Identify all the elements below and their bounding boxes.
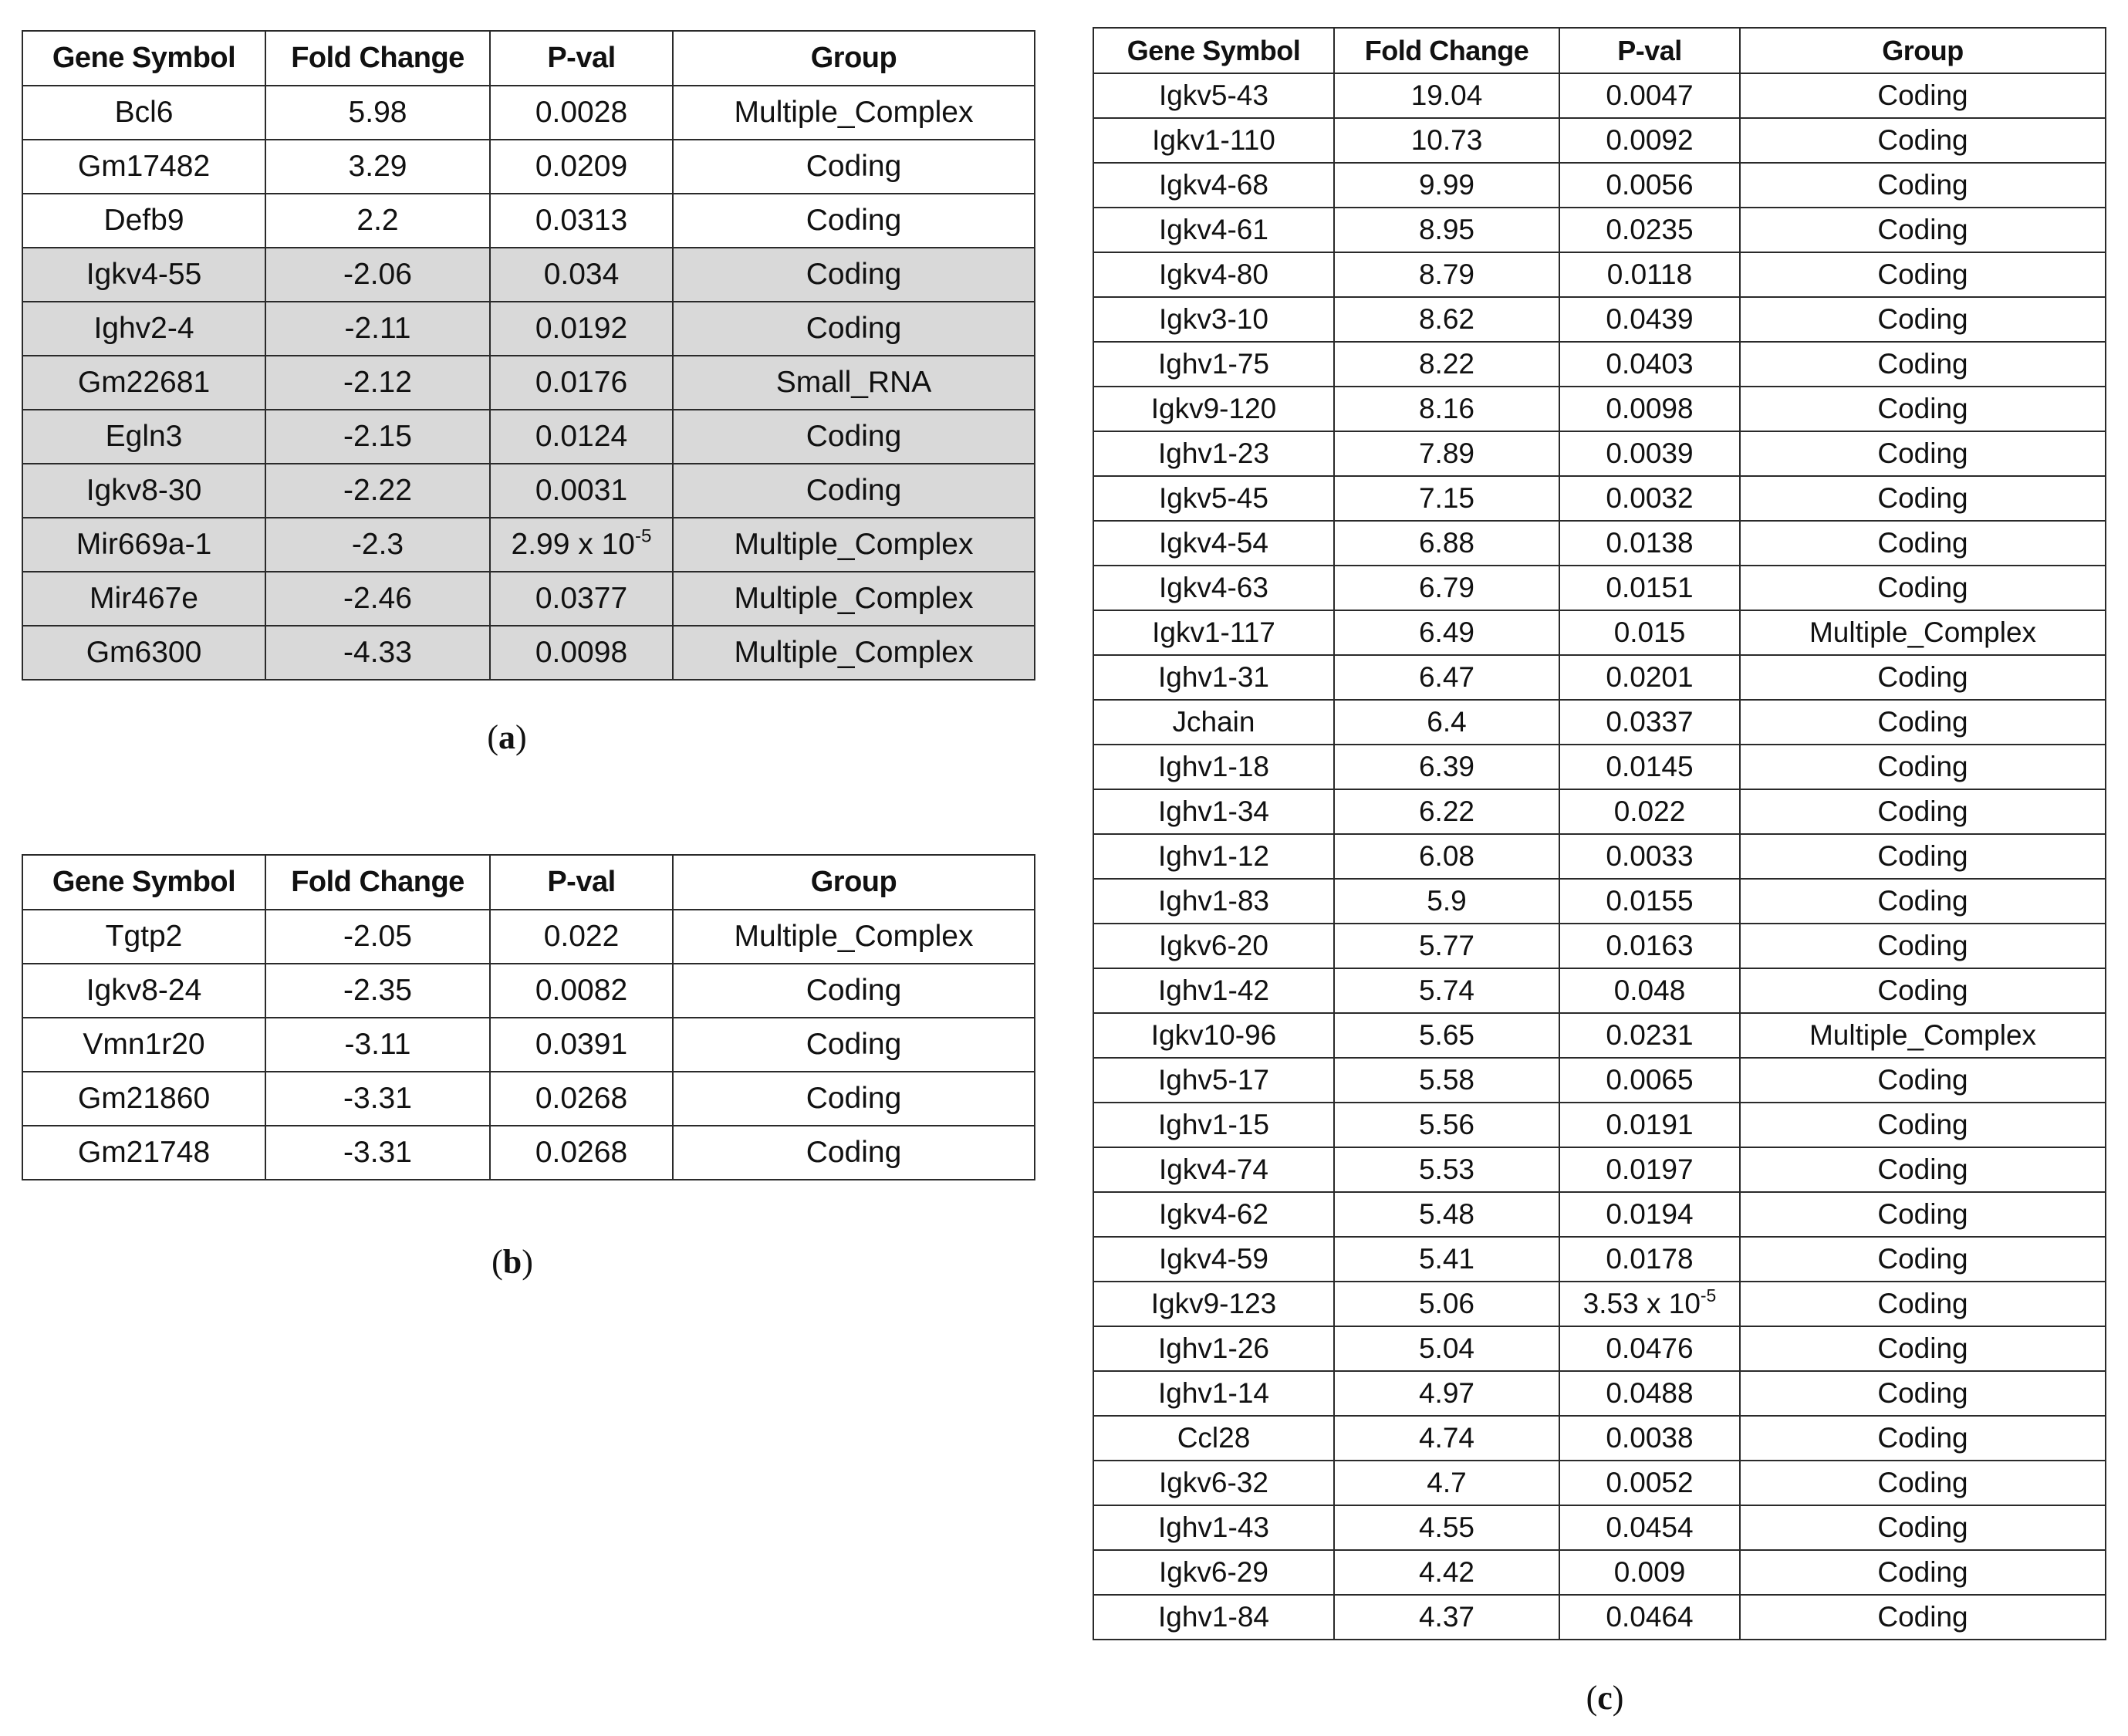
p-val-exponent: -5	[1700, 1285, 1717, 1306]
cell-p-val: 0.0268	[490, 1126, 673, 1180]
cell-fold-change: 4.42	[1334, 1550, 1559, 1595]
cell-gene-symbol: Igkv6-20	[1093, 924, 1334, 968]
cell-gene-symbol: Defb9	[22, 194, 265, 248]
cell-gene-symbol: Gm22681	[22, 356, 265, 410]
cell-fold-change: 5.41	[1334, 1237, 1559, 1282]
cell-group: Multiple_Complex	[673, 910, 1035, 964]
table-row	[22, 1072, 1035, 1126]
header-group: Group	[673, 855, 1035, 910]
cell-fold-change: 5.53	[1334, 1147, 1559, 1192]
header-p-val: P-val	[490, 31, 673, 86]
cell-fold-change: 5.04	[1334, 1326, 1559, 1371]
cell-gene-symbol: Ighv1-14	[1093, 1371, 1334, 1416]
cell-gene-symbol: Gm21860	[22, 1072, 265, 1126]
cell-p-val: 0.0476	[1559, 1326, 1740, 1371]
table-row	[22, 194, 1035, 248]
header-gene-symbol: Gene Symbol	[22, 855, 265, 910]
cell-group: Coding	[1740, 879, 2106, 924]
cell-fold-change: -3.31	[265, 1126, 490, 1180]
cell-fold-change: 8.79	[1334, 252, 1559, 297]
cell-group: Multiple_Complex	[673, 518, 1035, 572]
panel-label-b: (b)	[491, 1243, 533, 1281]
cell-fold-change: 5.56	[1334, 1103, 1559, 1147]
cell-fold-change: 6.22	[1334, 789, 1559, 834]
cell-p-val: 0.0151	[1559, 566, 1740, 610]
table-row	[1093, 1416, 2106, 1461]
table-row	[1093, 1326, 2106, 1371]
cell-gene-symbol: Igkv6-29	[1093, 1550, 1334, 1595]
cell-p-val: 0.0028	[490, 86, 673, 140]
table-row	[1093, 163, 2106, 208]
cell-group: Coding	[1740, 924, 2106, 968]
panel-label-a-text: a	[498, 718, 515, 756]
cell-p-val: 0.0192	[490, 302, 673, 356]
cell-group: Multiple_Complex	[673, 572, 1035, 626]
cell-p-val: 0.015	[1559, 610, 1740, 655]
cell-group: Coding	[673, 964, 1035, 1018]
cell-fold-change: 5.98	[265, 86, 490, 140]
header-fold-change: Fold Change	[265, 855, 490, 910]
panel-label-c-text: c	[1597, 1679, 1613, 1717]
table-row	[1093, 1237, 2106, 1282]
cell-p-val: 0.0039	[1559, 431, 1740, 476]
cell-gene-symbol: Ighv1-34	[1093, 789, 1334, 834]
cell-fold-change: 8.95	[1334, 208, 1559, 252]
table-c	[1093, 27, 2106, 1640]
cell-p-val: 2.99 x $10^{-5}$	[490, 518, 673, 572]
cell-gene-symbol: Igkv5-45	[1093, 476, 1334, 521]
cell-p-val: 0.0098	[490, 626, 673, 680]
cell-p-val: 0.022	[490, 910, 673, 964]
cell-gene-symbol: Igkv4-59	[1093, 1237, 1334, 1282]
table-row	[1093, 879, 2106, 924]
table-row	[22, 964, 1035, 1018]
cell-gene-symbol: Igkv4-74	[1093, 1147, 1334, 1192]
cell-p-val: 0.048	[1559, 968, 1740, 1013]
cell-gene-symbol: Ighv1-12	[1093, 834, 1334, 879]
panel-label-c: (c)	[1586, 1679, 1624, 1717]
table-row	[22, 518, 1035, 572]
table-b-body	[22, 910, 1035, 1180]
header-group: Group	[1740, 28, 2106, 73]
cell-gene-symbol: Igkv1-117	[1093, 610, 1334, 655]
cell-fold-change: 8.16	[1334, 387, 1559, 431]
table-a-header	[22, 31, 1035, 86]
cell-p-val: 0.0231	[1559, 1013, 1740, 1058]
cell-p-val: 0.022	[1559, 789, 1740, 834]
cell-group: Coding	[1740, 1103, 2106, 1147]
table-row	[1093, 118, 2106, 163]
table-row	[1093, 342, 2106, 387]
cell-fold-change: 5.65	[1334, 1013, 1559, 1058]
cell-group: Coding	[1740, 1058, 2106, 1103]
p-val-exponent: -5	[634, 525, 652, 547]
table-row	[1093, 521, 2106, 566]
cell-group: Coding	[1740, 1192, 2106, 1237]
cell-p-val: 0.0065	[1559, 1058, 1740, 1103]
cell-group: Coding	[1740, 431, 2106, 476]
cell-group: Coding	[1740, 566, 2106, 610]
table-a	[22, 30, 1035, 681]
cell-group: Coding	[1740, 521, 2106, 566]
cell-group: Coding	[1740, 655, 2106, 700]
table-row	[1093, 700, 2106, 745]
cell-gene-symbol: Ighv1-43	[1093, 1505, 1334, 1550]
cell-fold-change: 8.62	[1334, 297, 1559, 342]
cell-group: Coding	[1740, 297, 2106, 342]
cell-gene-symbol: Ighv1-83	[1093, 879, 1334, 924]
cell-group: Multiple_Complex	[673, 86, 1035, 140]
cell-group: Coding	[1740, 476, 2106, 521]
cell-gene-symbol: Igkv8-24	[22, 964, 265, 1018]
cell-gene-symbol: Igkv4-61	[1093, 208, 1334, 252]
cell-p-val: 0.0124	[490, 410, 673, 464]
cell-p-val: 0.0454	[1559, 1505, 1740, 1550]
cell-fold-change: 6.88	[1334, 521, 1559, 566]
cell-p-val: 0.0337	[1559, 700, 1740, 745]
cell-gene-symbol: Ighv1-18	[1093, 745, 1334, 789]
cell-group: Coding	[1740, 1595, 2106, 1640]
cell-p-val: 0.0118	[1559, 252, 1740, 297]
cell-group: Coding	[1740, 968, 2106, 1013]
cell-gene-symbol: Gm6300	[22, 626, 265, 680]
table-row	[1093, 387, 2106, 431]
table-row	[22, 410, 1035, 464]
table-a-body	[22, 86, 1035, 680]
table-row	[22, 464, 1035, 518]
table-row	[22, 248, 1035, 302]
cell-fold-change: 4.7	[1334, 1461, 1559, 1505]
table-row	[1093, 1058, 2106, 1103]
cell-group: Coding	[1740, 118, 2106, 163]
cell-fold-change: 5.9	[1334, 879, 1559, 924]
cell-p-val: 0.0464	[1559, 1595, 1740, 1640]
cell-group: Coding	[1740, 208, 2106, 252]
cell-gene-symbol: Bcl6	[22, 86, 265, 140]
cell-fold-change: -4.33	[265, 626, 490, 680]
cell-group: Coding	[1740, 163, 2106, 208]
table-row	[1093, 968, 2106, 1013]
cell-fold-change: 19.04	[1334, 73, 1559, 118]
header-p-val: P-val	[490, 855, 673, 910]
table-row	[1093, 1550, 2106, 1595]
cell-group: Coding	[673, 1018, 1035, 1072]
header-p-val: P-val	[1559, 28, 1740, 73]
cell-fold-change: 9.99	[1334, 163, 1559, 208]
cell-gene-symbol: Igkv4-62	[1093, 1192, 1334, 1237]
table-row	[1093, 431, 2106, 476]
cell-gene-symbol: Ighv5-17	[1093, 1058, 1334, 1103]
cell-gene-symbol: Ighv1-75	[1093, 342, 1334, 387]
table-row	[1093, 834, 2106, 879]
cell-group: Coding	[673, 464, 1035, 518]
cell-fold-change: -2.35	[265, 964, 490, 1018]
table-row	[22, 356, 1035, 410]
table-row	[1093, 1505, 2106, 1550]
cell-group: Coding	[673, 302, 1035, 356]
header-fold-change: Fold Change	[265, 31, 490, 86]
cell-fold-change: 4.37	[1334, 1595, 1559, 1640]
cell-gene-symbol: Igkv4-55	[22, 248, 265, 302]
table-row	[1093, 252, 2106, 297]
cell-gene-symbol: Ighv2-4	[22, 302, 265, 356]
cell-fold-change: 5.48	[1334, 1192, 1559, 1237]
table-row	[22, 572, 1035, 626]
cell-group: Coding	[1740, 252, 2106, 297]
cell-fold-change: 5.74	[1334, 968, 1559, 1013]
table-b	[22, 854, 1035, 1180]
cell-fold-change: -2.11	[265, 302, 490, 356]
cell-group: Coding	[1740, 73, 2106, 118]
cell-fold-change: 4.97	[1334, 1371, 1559, 1416]
cell-fold-change: 4.55	[1334, 1505, 1559, 1550]
header-fold-change: Fold Change	[1334, 28, 1559, 73]
cell-fold-change: 2.2	[265, 194, 490, 248]
cell-fold-change: -2.05	[265, 910, 490, 964]
cell-gene-symbol: Igkv5-43	[1093, 73, 1334, 118]
cell-group: Coding	[1740, 1461, 2106, 1505]
cell-fold-change: -2.22	[265, 464, 490, 518]
cell-fold-change: -3.11	[265, 1018, 490, 1072]
cell-gene-symbol: Igkv1-110	[1093, 118, 1334, 163]
cell-fold-change: 6.47	[1334, 655, 1559, 700]
cell-p-val: 0.0138	[1559, 521, 1740, 566]
cell-gene-symbol: Ighv1-84	[1093, 1595, 1334, 1640]
table-row	[1093, 208, 2106, 252]
cell-gene-symbol: Igkv4-80	[1093, 252, 1334, 297]
cell-p-val: 0.0163	[1559, 924, 1740, 968]
cell-gene-symbol: Ccl28	[1093, 1416, 1334, 1461]
table-row	[1093, 1103, 2106, 1147]
cell-fold-change: -2.46	[265, 572, 490, 626]
cell-group: Small_RNA	[673, 356, 1035, 410]
table-row	[1093, 1461, 2106, 1505]
table-row	[22, 1018, 1035, 1072]
cell-p-val: 0.0191	[1559, 1103, 1740, 1147]
cell-p-val: 0.0377	[490, 572, 673, 626]
cell-p-val: 0.0391	[490, 1018, 673, 1072]
table-row	[1093, 745, 2106, 789]
cell-fold-change: -2.3	[265, 518, 490, 572]
cell-fold-change: 6.39	[1334, 745, 1559, 789]
table-row	[22, 86, 1035, 140]
cell-fold-change: 7.89	[1334, 431, 1559, 476]
cell-p-val: 0.0439	[1559, 297, 1740, 342]
cell-gene-symbol: Igkv8-30	[22, 464, 265, 518]
cell-group: Coding	[1740, 387, 2106, 431]
cell-group: Coding	[673, 1126, 1035, 1180]
cell-group: Multiple_Complex	[1740, 1013, 2106, 1058]
cell-fold-change: 6.4	[1334, 700, 1559, 745]
table-row	[22, 626, 1035, 680]
cell-group: Coding	[1740, 1326, 2106, 1371]
cell-p-val: 0.0403	[1559, 342, 1740, 387]
cell-gene-symbol: Igkv9-120	[1093, 387, 1334, 431]
cell-p-val: 0.0082	[490, 964, 673, 1018]
table-c-header	[1093, 28, 2106, 73]
cell-group: Coding	[1740, 1371, 2106, 1416]
cell-p-val: 0.0098	[1559, 387, 1740, 431]
table-row	[1093, 297, 2106, 342]
cell-fold-change: 4.74	[1334, 1416, 1559, 1461]
cell-p-val: 0.0155	[1559, 879, 1740, 924]
table-row	[1093, 476, 2106, 521]
cell-p-val: 0.0038	[1559, 1416, 1740, 1461]
cell-group: Coding	[673, 248, 1035, 302]
header-gene-symbol: Gene Symbol	[1093, 28, 1334, 73]
cell-p-val: 0.0201	[1559, 655, 1740, 700]
cell-p-val: 0.0145	[1559, 745, 1740, 789]
cell-fold-change: 10.73	[1334, 118, 1559, 163]
table-row	[22, 1126, 1035, 1180]
cell-group: Multiple_Complex	[1740, 610, 2106, 655]
table-row	[1093, 610, 2106, 655]
cell-p-val: 0.0313	[490, 194, 673, 248]
panel-label-b-text: b	[502, 1243, 522, 1281]
cell-group: Coding	[673, 194, 1035, 248]
cell-group: Coding	[1740, 1237, 2106, 1282]
cell-group: Coding	[1740, 700, 2106, 745]
cell-p-val: 0.0178	[1559, 1237, 1740, 1282]
cell-gene-symbol: Gm21748	[22, 1126, 265, 1180]
cell-gene-symbol: Ighv1-26	[1093, 1326, 1334, 1371]
cell-group: Coding	[1740, 342, 2106, 387]
cell-fold-change: 8.22	[1334, 342, 1559, 387]
header-gene-symbol: Gene Symbol	[22, 31, 265, 86]
cell-group: Coding	[1740, 745, 2106, 789]
cell-group: Coding	[1740, 1416, 2106, 1461]
cell-fold-change: -3.31	[265, 1072, 490, 1126]
cell-p-val: 0.0268	[490, 1072, 673, 1126]
cell-p-val: 0.0092	[1559, 118, 1740, 163]
cell-group: Coding	[1740, 1147, 2106, 1192]
cell-gene-symbol: Jchain	[1093, 700, 1334, 745]
cell-group: Multiple_Complex	[673, 626, 1035, 680]
table-row	[22, 910, 1035, 964]
cell-gene-symbol: Ighv1-23	[1093, 431, 1334, 476]
cell-gene-symbol: Gm17482	[22, 140, 265, 194]
cell-group: Coding	[1740, 1550, 2106, 1595]
cell-p-val: 0.0209	[490, 140, 673, 194]
table-row	[22, 302, 1035, 356]
cell-fold-change: -2.06	[265, 248, 490, 302]
cell-gene-symbol: Egln3	[22, 410, 265, 464]
cell-p-val: 0.0488	[1559, 1371, 1740, 1416]
cell-gene-symbol: Igkv9-123	[1093, 1282, 1334, 1326]
cell-gene-symbol: Igkv4-63	[1093, 566, 1334, 610]
cell-group: Coding	[1740, 1282, 2106, 1326]
cell-p-val: 0.0056	[1559, 163, 1740, 208]
table-row	[1093, 1192, 2106, 1237]
cell-p-val: 0.0197	[1559, 1147, 1740, 1192]
cell-p-val: 0.009	[1559, 1550, 1740, 1595]
cell-p-val: 0.0031	[490, 464, 673, 518]
cell-gene-symbol: Igkv3-10	[1093, 297, 1334, 342]
table-row	[22, 140, 1035, 194]
cell-gene-symbol: Igkv4-68	[1093, 163, 1334, 208]
table-row	[1093, 1147, 2106, 1192]
cell-gene-symbol: Ighv1-15	[1093, 1103, 1334, 1147]
table-row	[1093, 924, 2106, 968]
cell-group: Coding	[1740, 789, 2106, 834]
cell-gene-symbol: Ighv1-31	[1093, 655, 1334, 700]
cell-group: Coding	[673, 1072, 1035, 1126]
cell-fold-change: 3.29	[265, 140, 490, 194]
cell-fold-change: 5.06	[1334, 1282, 1559, 1326]
cell-p-val: 0.0235	[1559, 208, 1740, 252]
table-row	[1093, 1595, 2106, 1640]
cell-group: Coding	[673, 410, 1035, 464]
table-row	[1093, 1282, 2106, 1326]
table-row	[1093, 789, 2106, 834]
header-group: Group	[673, 31, 1035, 86]
cell-fold-change: -2.12	[265, 356, 490, 410]
cell-fold-change: 6.49	[1334, 610, 1559, 655]
cell-fold-change: -2.15	[265, 410, 490, 464]
table-row	[1093, 1371, 2106, 1416]
cell-fold-change: 6.08	[1334, 834, 1559, 879]
cell-gene-symbol: Igkv4-54	[1093, 521, 1334, 566]
cell-group: Coding	[1740, 1505, 2106, 1550]
cell-group: Coding	[1740, 834, 2106, 879]
cell-fold-change: 7.15	[1334, 476, 1559, 521]
cell-gene-symbol: Igkv6-32	[1093, 1461, 1334, 1505]
cell-gene-symbol: Tgtp2	[22, 910, 265, 964]
table-b-header	[22, 855, 1035, 910]
table-c-body	[1093, 73, 2106, 1640]
cell-gene-symbol: Ighv1-42	[1093, 968, 1334, 1013]
cell-p-val: 3.53 x $10^{-5}$	[1559, 1282, 1740, 1326]
cell-p-val: 0.0032	[1559, 476, 1740, 521]
cell-p-val: 0.0047	[1559, 73, 1740, 118]
cell-p-val: 0.0176	[490, 356, 673, 410]
cell-gene-symbol: Mir669a-1	[22, 518, 265, 572]
table-row	[1093, 73, 2106, 118]
table-row	[1093, 1013, 2106, 1058]
cell-p-val: 0.034	[490, 248, 673, 302]
cell-fold-change: 5.58	[1334, 1058, 1559, 1103]
panel-label-a: (a)	[487, 718, 527, 756]
table-row	[1093, 655, 2106, 700]
cell-p-val: 0.0033	[1559, 834, 1740, 879]
cell-gene-symbol: Vmn1r20	[22, 1018, 265, 1072]
cell-p-val: 0.0052	[1559, 1461, 1740, 1505]
cell-gene-symbol: Igkv10-96	[1093, 1013, 1334, 1058]
cell-p-val: 0.0194	[1559, 1192, 1740, 1237]
cell-group: Coding	[673, 140, 1035, 194]
cell-fold-change: 5.77	[1334, 924, 1559, 968]
cell-gene-symbol: Mir467e	[22, 572, 265, 626]
table-row	[1093, 566, 2106, 610]
cell-fold-change: 6.79	[1334, 566, 1559, 610]
